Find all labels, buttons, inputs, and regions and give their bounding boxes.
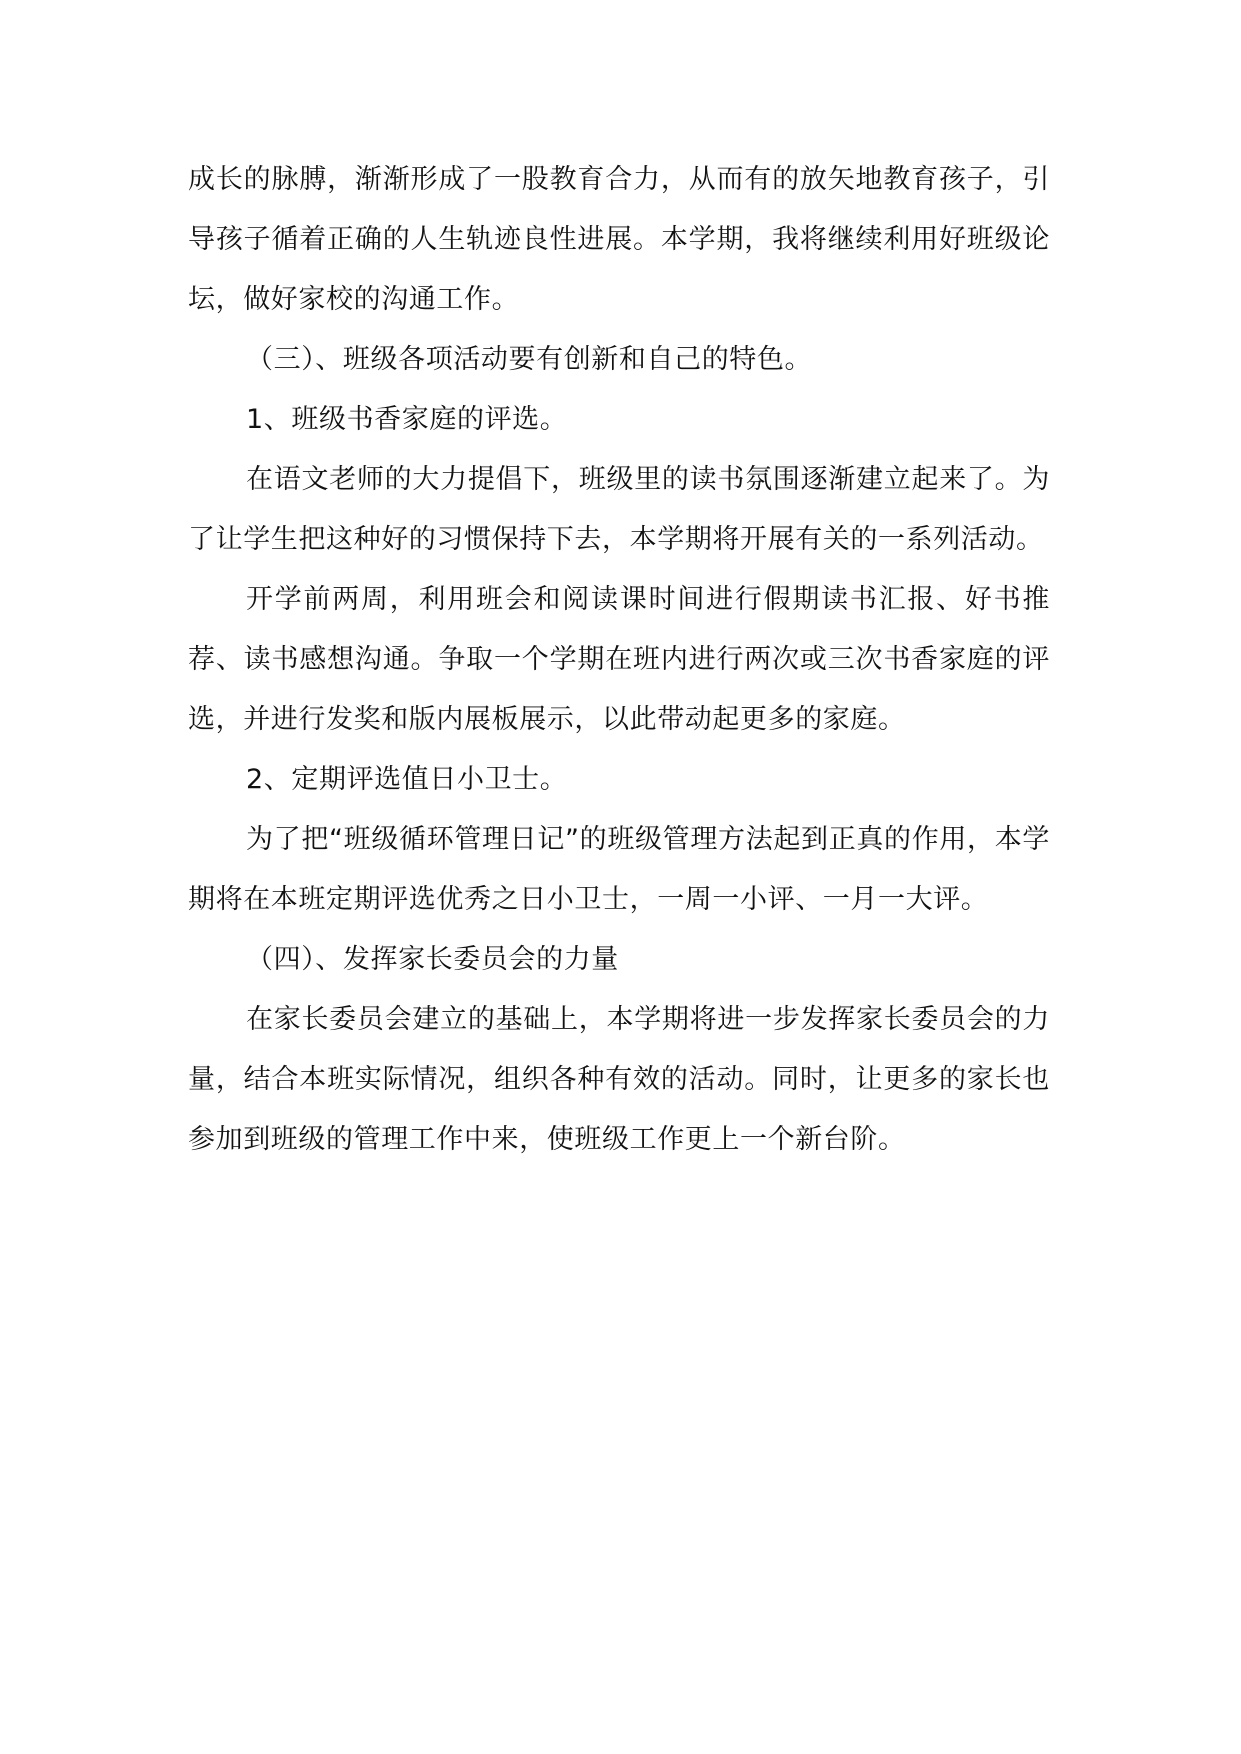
paragraph-continuation: 成长的脉膊，渐渐形成了一股教育合力，从而有的放矢地教育孩子，引导孩子循着正确的人生轨迹良性进展。本学期，我将继续利用好班级论坛，做好家校的沟通工作。 [188, 164, 1050, 315]
subheading-2: 2、定期评选值日小卫士。 [246, 764, 568, 795]
section-heading-4: （四）、发挥家长委员会的力量 [246, 944, 619, 975]
paragraph-duty-guard: 为了把“班级循环管理日记”的班级管理方法起到正真的作用，本学期将在本班定期评选优秀之日小卫士，一周一小评、一月一大评。 [188, 824, 1050, 915]
paragraph-parent-committee: 在家长委员会建立的基础上，本学期将进一步发挥家长委员会的力量，结合本班实际情况，组织各种有效的活动。同时，让更多的家长也参加到班级的管理工作中来，使班级工作更上一个新台阶。 [188, 1004, 1050, 1155]
paragraph-reading-activities: 开学前两周，利用班会和阅读课时间进行假期读书汇报、好书推荐、读书感想沟通。争取一个学期在班内进行两次或三次书香家庭的评选，并进行发奖和版内展板展示，以此带动起更多的家庭。 [188, 584, 1050, 735]
document-body [188, 150, 1050, 1170]
paragraph-reading-atmosphere: 在语文老师的大力提倡下，班级里的读书氛围逐渐建立起来了。为了让学生把这种好的习惯保持下去，本学期将开展有关的一系列活动。 [188, 464, 1050, 555]
subheading-1: 1、班级书香家庭的评选。 [246, 404, 568, 435]
section-heading-3: （三）、班级各项活动要有创新和自己的特色。 [246, 344, 813, 375]
